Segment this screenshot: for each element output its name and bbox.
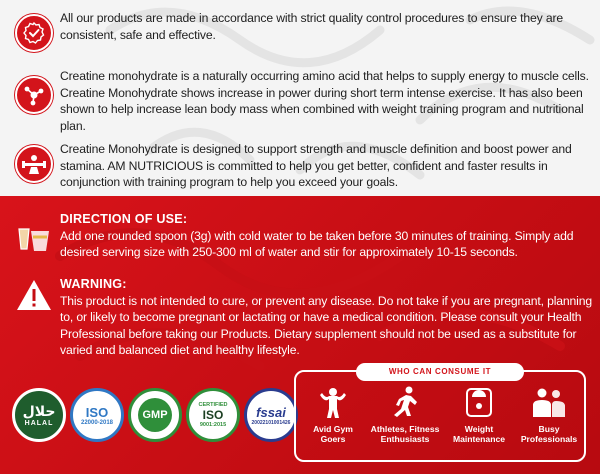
gmp-badge	[128, 388, 182, 442]
statement-text: Creatine Monohydrate is designed to support strength and muscle definition and boost power and stamina. AM NUTRICIOUS is committed to help you get better, confident and faster results in conjunction with training program to help you exceed your goals.	[60, 142, 572, 189]
direction-text: Add one rounded spoon (3g) with cold water to be taken before 30 minutes of training. Simply add desired serving size with 250-300 ml of water and stir for approximately 10-15 seconds.	[60, 228, 574, 259]
direction-heading: DIRECTION OF USE:	[60, 212, 188, 226]
warning-heading: WARNING:	[60, 277, 127, 291]
runner-icon	[370, 384, 440, 420]
quality-check-icon	[15, 14, 53, 52]
iso-22000-sub: 22000-2018	[80, 419, 114, 426]
iso-22000-label: ISO	[85, 404, 109, 420]
fssai-badge	[244, 388, 298, 442]
molecule-icon	[15, 76, 53, 114]
statement-text: Creatine monohydrate is a naturally occurring amino acid that helps to supply energy to muscle cells. Creatine Monohydrate shows increase in power during short term intense exercise. It has also been shown to help increase lean body mass when combined with weight training program and nutritional plan.	[60, 69, 589, 133]
who-can-consume-panel	[294, 367, 586, 462]
who-item-weight-maintenance	[444, 384, 514, 444]
iso-company-top: CERTIFIED	[198, 402, 228, 408]
who-label: Weight Maintenance	[452, 424, 506, 444]
certification-badges	[12, 388, 294, 448]
gmp-label: GMP	[138, 398, 172, 432]
who-title: WHO CAN CONSUME IT	[356, 363, 524, 381]
warning-icon	[15, 278, 53, 312]
fssai-label: fssai	[256, 404, 286, 420]
who-label: Busy Professionals	[520, 424, 578, 444]
iso-company-badge	[186, 388, 240, 442]
who-item-professionals	[514, 384, 584, 444]
strength-icon	[15, 145, 53, 183]
professionals-icon	[514, 384, 584, 420]
halal-badge	[12, 388, 66, 442]
iso-company-label: ISO	[202, 408, 224, 422]
iso-22000-badge	[70, 388, 124, 442]
halal-arabic: حلال	[22, 403, 56, 420]
weighing-scale-icon	[444, 384, 514, 420]
iso-company-sub: 9001:2015	[199, 422, 227, 428]
scoop-glass-icon	[15, 223, 53, 253]
warning-block	[60, 276, 592, 359]
bodybuilder-icon	[298, 384, 368, 420]
warning-text: This product is not intended to cure, or prevent any disease. Do not take if you are pregnant, planning to, or likely to become pregnant or lactating or have a medical condition. Please consult your Health Professional before taking our Products. Dietary supplement should not be used as a substitute for varied and balanced diet and healthy lifestyle.	[60, 293, 592, 357]
statement-text: All our products are made in accordance with strict quality control procedures to ensure they are consistent, safe and effective.	[60, 11, 564, 42]
fssai-number: 20022101001426	[251, 419, 291, 426]
who-item-gym-goers	[298, 384, 368, 444]
halal-label: HALAL	[24, 419, 54, 427]
who-label: Avid Gym Goers	[313, 424, 353, 444]
who-label: Athletes, Fitness Enthusiasts	[370, 424, 440, 444]
top-section	[0, 0, 600, 196]
who-item-athletes	[370, 384, 440, 444]
direction-block	[60, 211, 592, 261]
